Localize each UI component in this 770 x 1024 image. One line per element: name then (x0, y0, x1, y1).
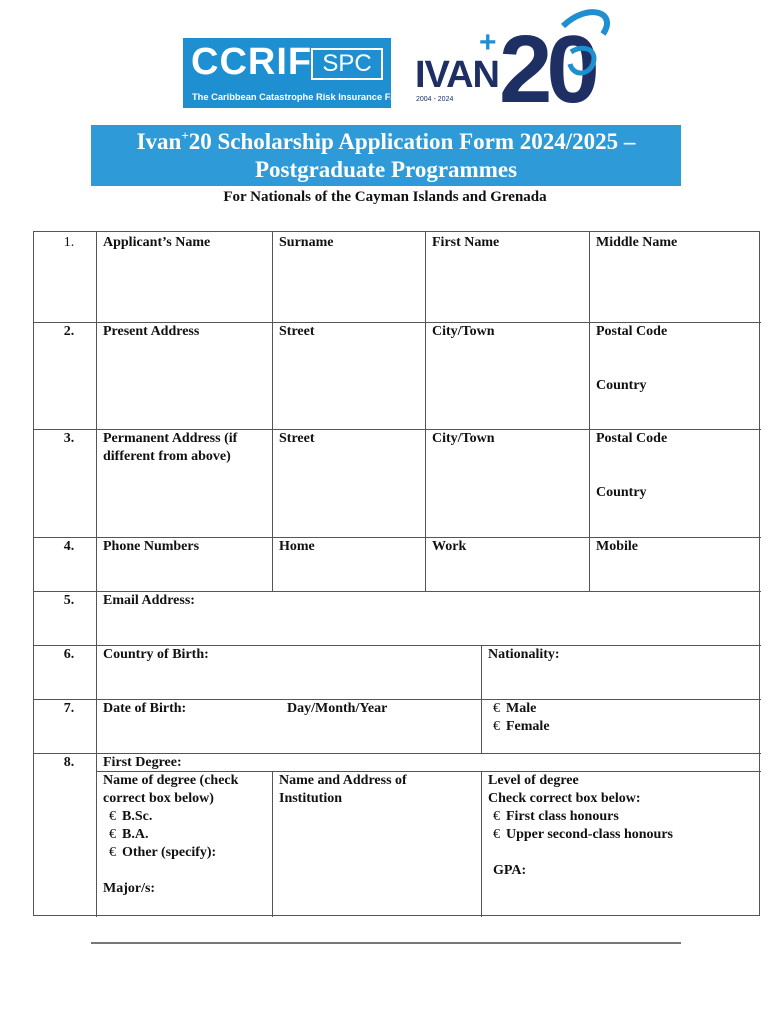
surname-field[interactable]: Surname (279, 235, 334, 250)
level-option-upper-second[interactable]: € Upper second-class honours (493, 827, 673, 842)
degree-option-ba[interactable]: € B.A. (109, 827, 149, 842)
nationality-field[interactable]: Nationality: (488, 647, 560, 662)
checkbox-icon[interactable]: € (493, 719, 500, 734)
ccrif-logo (183, 38, 417, 108)
date-of-birth-label: Date of Birth: (103, 701, 187, 716)
row-number: 2. (63, 324, 75, 339)
signature-line (91, 942, 681, 944)
institution-field[interactable]: Name and Address of (279, 773, 407, 788)
row-number: 8. (63, 755, 75, 770)
ivan-logo-years: 2004 - 2024 (416, 96, 454, 103)
checkbox-icon[interactable]: € (493, 701, 500, 716)
present-postal-code-field[interactable]: Postal Code (596, 324, 668, 339)
degree-name-label: Name of degree (check (103, 773, 239, 788)
ivan-plus-sign: + (479, 26, 497, 59)
present-country-field[interactable]: Country (596, 378, 647, 393)
ccrif-spc-box: SPC (311, 48, 383, 80)
country-of-birth-field[interactable]: Country of Birth: (103, 647, 209, 662)
ivan20-number: 20 (499, 16, 594, 112)
gender-option-female[interactable]: € Female (493, 719, 550, 734)
row-number: 7. (63, 701, 75, 716)
present-city-field[interactable]: City/Town (432, 324, 495, 339)
permanent-address-label: Permanent Address (if (103, 431, 238, 446)
permanent-address-label-cont: different from above) (103, 449, 231, 464)
applicant-name-label: Applicant’s Name (103, 235, 211, 250)
present-street-field[interactable]: Street (279, 324, 315, 339)
row-number: 1. (63, 235, 75, 250)
title-line-2: Postgraduate Programmes (254, 157, 518, 182)
ivan-logo-word: IVAN (415, 54, 499, 96)
home-phone-field[interactable]: Home (279, 539, 315, 554)
first-name-field[interactable]: First Name (432, 235, 500, 250)
email-address-field[interactable]: Email Address: (103, 593, 195, 608)
ccrif-tagline: The Caribbean Catastrophe Risk Insurance Facility (192, 92, 417, 102)
first-degree-heading: First Degree: (103, 755, 182, 770)
date-of-birth-field[interactable]: Day/Month/Year (287, 701, 388, 716)
row-number: 3. (63, 431, 75, 446)
mobile-phone-field[interactable]: Mobile (596, 539, 638, 554)
permanent-postal-code-field[interactable]: Postal Code (596, 431, 668, 446)
institution-field-cont: Institution (279, 791, 343, 806)
phone-numbers-label: Phone Numbers (103, 539, 200, 554)
title-line-1: Ivan+20 Scholarship Application Form 2024/2025 – (136, 128, 636, 154)
level-of-degree-instruction: Check correct box below: (488, 791, 641, 806)
checkbox-icon[interactable]: € (493, 827, 500, 842)
row-number: 5. (63, 593, 75, 608)
major-field[interactable]: Major/s: (103, 881, 156, 896)
form-title-banner (91, 125, 681, 186)
checkbox-icon[interactable]: € (109, 827, 116, 842)
gender-option-male[interactable]: € Male (493, 701, 537, 716)
row-number: 4. (63, 539, 75, 554)
work-phone-field[interactable]: Work (432, 539, 467, 554)
ccrif-logo-text: CCRIF (191, 41, 313, 83)
degree-name-label-cont: correct box below) (103, 791, 214, 806)
middle-name-field[interactable]: Middle Name (596, 235, 678, 250)
row-number: 6. (63, 647, 75, 662)
level-option-first-class[interactable]: € First class honours (493, 809, 619, 824)
application-form-table (33, 231, 760, 916)
degree-option-other[interactable]: € Other (specify): (109, 845, 217, 860)
present-address-label: Present Address (103, 324, 200, 339)
checkbox-icon[interactable]: € (493, 809, 500, 824)
permanent-city-field[interactable]: City/Town (432, 431, 495, 446)
checkbox-icon[interactable]: € (109, 809, 116, 824)
permanent-country-field[interactable]: Country (596, 485, 647, 500)
level-of-degree-label: Level of degree (488, 773, 579, 788)
checkbox-icon[interactable]: € (109, 845, 116, 860)
permanent-street-field[interactable]: Street (279, 431, 315, 446)
gpa-field[interactable]: GPA: (493, 863, 527, 878)
ivan20-logo (413, 4, 618, 112)
degree-option-bsc[interactable]: € B.Sc. (109, 809, 153, 824)
form-subtitle: For Nationals of the Cayman Islands and Grenada (223, 189, 547, 205)
